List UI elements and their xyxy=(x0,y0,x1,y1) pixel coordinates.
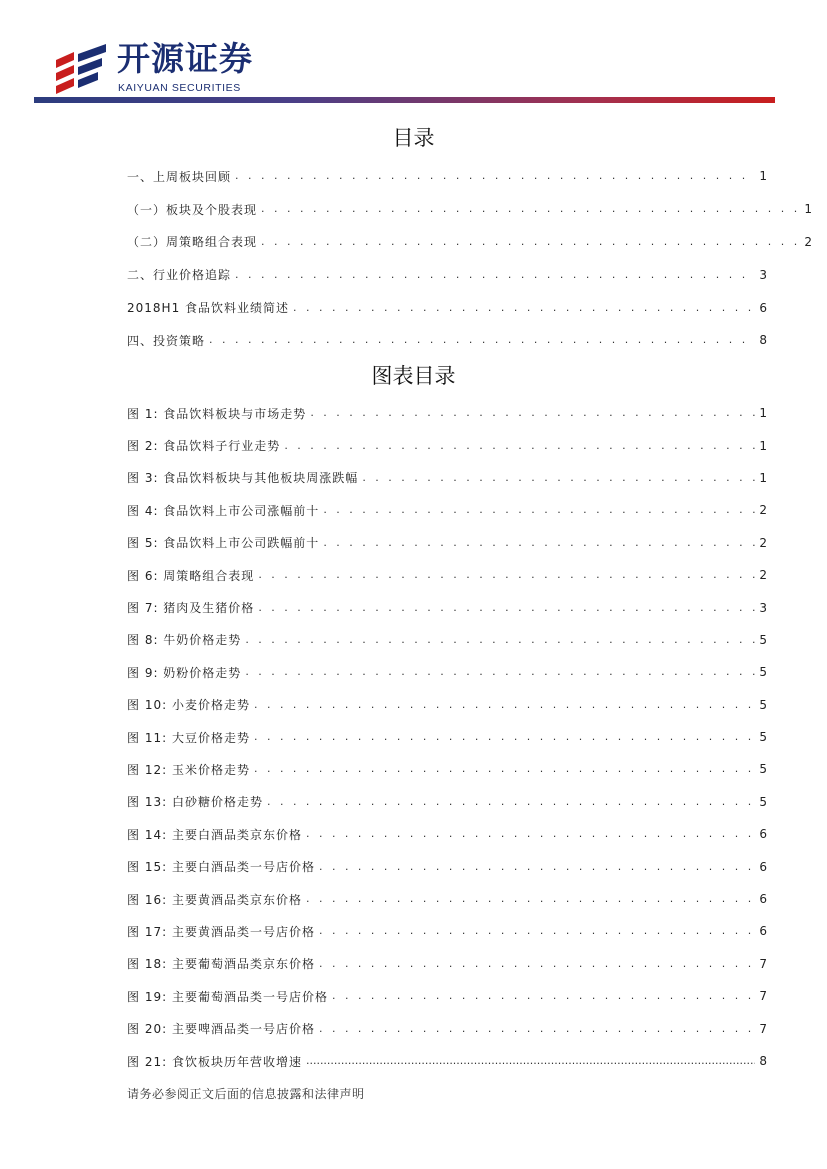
figure-entry-page: 6 xyxy=(759,892,767,907)
figure-entry[interactable] xyxy=(127,883,767,915)
leader-dots xyxy=(261,236,800,248)
figure-entry-page: 7 xyxy=(759,956,767,971)
figure-entry-label: 图 2: 食品饮料子行业走势 xyxy=(127,439,281,454)
toc-entry-label: （二）周策略组合表现 xyxy=(127,235,258,250)
figure-entry-label: 图 12: 玉米价格走势 xyxy=(127,762,250,777)
leader-dots xyxy=(245,634,755,646)
figure-entry-page: 5 xyxy=(759,697,767,712)
leader-dots xyxy=(310,407,755,419)
toc-entry[interactable] xyxy=(127,160,767,193)
leader-dots xyxy=(332,990,755,1002)
figure-list-title: 图表目录 xyxy=(371,364,456,388)
figure-entry-page: 2 xyxy=(759,503,767,518)
figure-entry[interactable] xyxy=(127,948,767,980)
figure-entry-label: 图 18: 主要葡萄酒品类京东价格 xyxy=(127,957,315,972)
figure-entry-label: 图 9: 奶粉价格走势 xyxy=(127,665,242,680)
leader-dots xyxy=(258,602,755,614)
figure-entry[interactable] xyxy=(127,850,767,882)
toc-entry-label: 一、上周板块回顾 xyxy=(127,169,232,184)
figure-entry-label: 图 17: 主要黄酒品类一号店价格 xyxy=(127,924,315,939)
figure-entry-label: 图 3: 食品饮料板块与其他板块周涨跌幅 xyxy=(127,471,359,486)
toc-entry-page: 3 xyxy=(759,267,767,282)
leader-dots xyxy=(319,1023,755,1035)
toc-entry-page: 2 xyxy=(804,234,812,249)
figure-entry[interactable] xyxy=(127,753,767,785)
leader-dots xyxy=(284,440,755,452)
figure-entry-label: 图 1: 食品饮料板块与市场走势 xyxy=(127,406,307,421)
leader-dots xyxy=(245,666,755,678)
leader-dots xyxy=(254,763,755,775)
figure-entry-page: 5 xyxy=(759,665,767,680)
figure-entry-label: 图 21: 食饮板块历年营收增速 xyxy=(127,1054,302,1069)
toc-entry-page: 8 xyxy=(759,333,767,348)
kaiyuan-logo-icon xyxy=(52,40,110,98)
leader-dots xyxy=(235,269,755,281)
figure-entry[interactable] xyxy=(127,494,767,526)
figure-entry-label: 图 4: 食品饮料上市公司涨幅前十 xyxy=(127,503,320,518)
figure-entry[interactable] xyxy=(127,915,767,947)
figure-entry[interactable] xyxy=(127,818,767,850)
figure-entry-page: 5 xyxy=(759,794,767,809)
toc-entry-label: 四、投资策略 xyxy=(127,333,206,348)
figure-entry[interactable] xyxy=(127,689,767,721)
leader-dots xyxy=(306,828,755,840)
figure-entry[interactable] xyxy=(127,1045,767,1077)
figure-entry-page: 2 xyxy=(759,568,767,583)
figure-entry-label: 图 16: 主要黄酒品类京东价格 xyxy=(127,892,302,907)
toc-entry-label: 2018H1 食品饮料业绩简述 xyxy=(127,301,290,316)
leader-dots xyxy=(323,537,755,549)
figure-entry-page: 7 xyxy=(759,1021,767,1036)
figure-entry-page: 7 xyxy=(759,989,767,1004)
figure-entry[interactable] xyxy=(127,656,767,688)
leader-dots xyxy=(267,796,755,808)
figure-entry-page: 1 xyxy=(759,406,767,421)
brand-name-en: KAIYUAN SECURITIES xyxy=(118,82,241,94)
figure-entry-label: 图 10: 小麦价格走势 xyxy=(127,698,250,713)
figure-entry-label: 图 14: 主要白酒品类京东价格 xyxy=(127,827,302,842)
figure-entry-page: 5 xyxy=(759,730,767,745)
leader-dots xyxy=(306,1055,755,1067)
leader-dots xyxy=(261,203,800,215)
brand-name-cn: 开源证券 xyxy=(117,39,253,78)
figure-entry-label: 图 8: 牛奶价格走势 xyxy=(127,633,242,648)
leader-dots xyxy=(258,569,755,581)
page-header xyxy=(0,0,827,110)
figure-entry-page: 6 xyxy=(759,859,767,874)
footer-disclaimer: 请务必参阅正文后面的信息披露和法律声明 xyxy=(127,1087,365,1101)
leader-dots xyxy=(293,302,755,314)
figure-entry-label: 图 7: 猪肉及生猪价格 xyxy=(127,601,255,616)
figure-entry-page: 2 xyxy=(759,535,767,550)
figure-list xyxy=(127,397,768,1077)
toc-entry-page: 1 xyxy=(804,202,812,217)
leader-dots xyxy=(319,925,755,937)
leader-dots xyxy=(323,504,755,516)
leader-dots xyxy=(254,731,755,743)
leader-dots xyxy=(235,170,755,182)
figure-entry-label: 图 5: 食品饮料上市公司跌幅前十 xyxy=(127,536,320,551)
figure-entry-label: 图 20: 主要啤酒品类一号店价格 xyxy=(127,1022,315,1037)
leader-dots xyxy=(362,472,755,484)
figure-entry-label: 图 19: 主要葡萄酒品类一号店价格 xyxy=(127,989,328,1004)
figure-entry-page: 1 xyxy=(759,438,767,453)
figure-entry-page: 6 xyxy=(759,827,767,842)
leader-dots xyxy=(254,699,755,711)
figure-entry[interactable] xyxy=(127,980,767,1012)
toc-title: 目录 xyxy=(392,126,435,150)
toc-entry-page: 6 xyxy=(759,300,767,315)
figure-entry[interactable] xyxy=(127,429,767,461)
toc-entry[interactable] xyxy=(127,193,812,226)
figure-entry[interactable] xyxy=(127,721,767,753)
figure-entry-label: 图 6: 周策略组合表现 xyxy=(127,568,255,583)
figure-entry-page: 5 xyxy=(759,762,767,777)
figure-entry-page: 8 xyxy=(759,1054,767,1068)
toc-entry-label: （一）板块及个股表现 xyxy=(127,202,258,217)
toc-entry[interactable] xyxy=(127,226,812,259)
toc-entry-label: 二、行业价格追踪 xyxy=(127,268,232,283)
figure-entry[interactable] xyxy=(127,559,767,591)
toc-entry[interactable] xyxy=(127,258,767,291)
figure-entry-page: 6 xyxy=(759,924,767,939)
figure-entry-page: 5 xyxy=(759,632,767,647)
leader-dots xyxy=(319,861,755,873)
figure-entry[interactable] xyxy=(127,397,767,429)
figure-entry[interactable] xyxy=(127,527,767,559)
figure-entry-label: 图 13: 白砂糖价格走势 xyxy=(127,795,263,810)
toc-entry[interactable] xyxy=(127,324,767,357)
figure-entry[interactable] xyxy=(127,624,767,656)
figure-entry[interactable] xyxy=(127,462,767,494)
header-divider xyxy=(34,97,775,103)
toc-entry[interactable] xyxy=(127,291,767,324)
figure-entry-page: 3 xyxy=(759,600,767,615)
leader-dots xyxy=(209,334,755,346)
leader-dots xyxy=(306,893,755,905)
toc-entry-page: 1 xyxy=(759,169,767,184)
figure-entry[interactable] xyxy=(127,786,767,818)
figure-entry[interactable] xyxy=(127,591,767,623)
figure-entry[interactable] xyxy=(127,1012,767,1044)
leader-dots xyxy=(319,958,755,970)
figure-entry-label: 图 11: 大豆价格走势 xyxy=(127,730,250,745)
figure-entry-page: 1 xyxy=(759,470,767,485)
figure-entry-label: 图 15: 主要白酒品类一号店价格 xyxy=(127,860,315,875)
toc-list xyxy=(127,160,817,357)
